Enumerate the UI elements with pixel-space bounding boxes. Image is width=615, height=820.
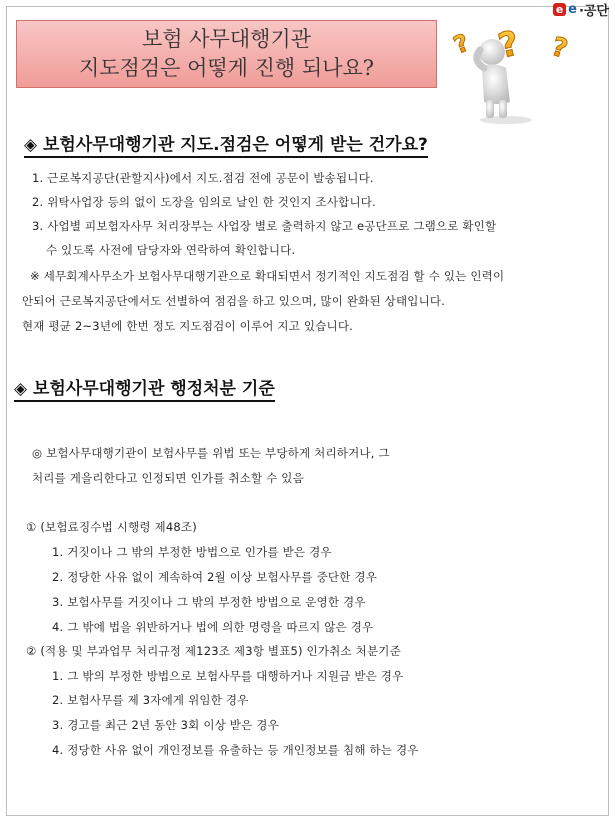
- title-line-1: 보험 사무대행기관: [142, 27, 311, 51]
- title-line-2: 지도점검은 어떻게 진행 되나요?: [78, 56, 374, 80]
- section1-note-2: 안되어 근로복지공단에서도 선별하여 점검을 하고 있으며, 많이 완화된 상태입니다.: [22, 294, 446, 308]
- group1-item-2: 2. 정당한 사유 없이 계속하여 2월 이상 보험사무를 중단한 경우: [52, 570, 378, 584]
- section1-item-3: 3. 사업별 피보험자사무 처리장부는 사업장 별로 출력하지 않고 e공단프로 그램으로 확인할: [32, 219, 497, 233]
- section1-item-3-cont: 수 있도록 사전에 담당자와 연락하여 확인합니다.: [46, 243, 296, 257]
- group1-item-1: 1. 거짓이나 그 밖의 부정한 방법으로 인가를 받은 경우: [52, 545, 332, 559]
- section2-intro-2: 처리를 게을리한다고 인정되면 인가를 취소할 수 있음: [32, 471, 304, 485]
- section2-heading: ◈ 보험사무대행기관 행정처분 기준: [14, 374, 275, 399]
- section1-heading: ◈ 보험사무대행기관 지도.점검은 어떻게 받는 건가요?: [24, 130, 428, 155]
- section1-item-2: 2. 위탁사업장 등의 없이 도장을 임의로 날인 한 것인지 조사합니다.: [32, 195, 376, 209]
- group2-item-1: 1. 그 밖의 부정한 방법으로 보험사무를 대행하거나 지원금 받은 경우: [52, 669, 404, 683]
- group2-title: ② (적용 및 부과업무 처리규정 제123조 제3항 별표5) 인가취소 처분기준: [26, 644, 401, 658]
- group1-item-4: 4. 그 밖에 법을 위반하거나 법에 의한 명령을 따르지 않은 경우: [52, 620, 374, 634]
- group2-item-4: 4. 정당한 사유 없이 개인정보를 유출하는 등 개인정보를 침해 하는 경우: [52, 743, 419, 757]
- group1-title: ① (보험료징수법 시행령 제48조): [26, 520, 197, 534]
- group1-item-3: 3. 보험사무를 거짓이나 그 밖의 부정한 방법으로 운영한 경우: [52, 595, 366, 609]
- logo-e: e: [568, 1, 577, 17]
- section1-note-3: 현재 평균 2~3년에 한번 정도 지도점검이 이루어 지고 있습니다.: [22, 319, 353, 333]
- logo-text: ·공단: [578, 3, 609, 19]
- group2-item-2: 2. 보험사무를 제 3자에게 위임한 경우: [52, 693, 249, 707]
- group2-item-3: 3. 경고를 최근 2년 동안 3회 이상 받은 경우: [52, 718, 279, 732]
- question-mascot-illustration: [444, 14, 584, 126]
- question-mark-1: ?: [494, 23, 524, 67]
- logo-mark: e: [553, 3, 566, 16]
- section2-intro-1: ◎ 보험사무대행기관이 보험사무를 위법 또는 부당하게 처리하거나, 그: [32, 446, 390, 460]
- question-mark-2: ?: [548, 31, 571, 65]
- section1-item-1: 1. 근로복지공단(관할지사)에서 지도.점검 전에 공문이 발송됩니다.: [32, 171, 374, 185]
- question-mark-3: ?: [449, 28, 474, 60]
- title-box: [16, 20, 437, 88]
- section1-note-1: ※ 세무회계사무소가 보험사무대행기관으로 확대되면서 정기적인 지도점검 할 수 있는 인력이: [30, 269, 505, 283]
